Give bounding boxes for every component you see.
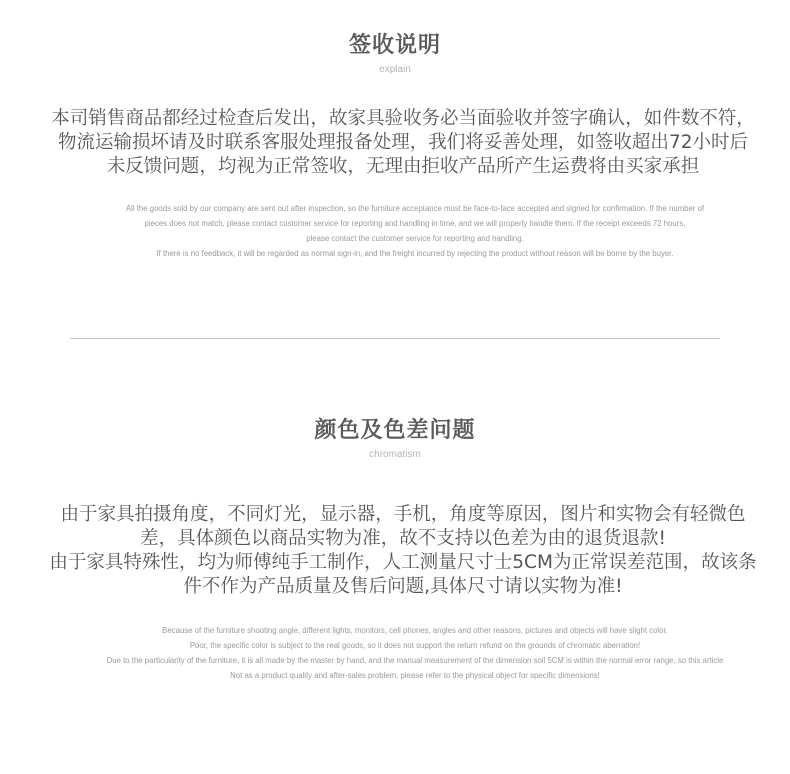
color-en-line: Due to the particularity of the furniture, it is all made by the master by hand, and the manual measurement of the dimension soil 5CM is within the normal error range, so this article (106, 656, 724, 665)
color-en-text (0, 623, 790, 683)
color-en-line: Poor, the specific color is subject to the real goods, so it does not support the return refund on the grounds of chromatic aberration! (189, 641, 641, 650)
color-cn-line: 由于家具特殊性，均为师傅纯手工制作，人工测量尺寸士5CM为正常误差范围，故该条 (49, 552, 757, 573)
color-cn-line: 由于家具拍摄角度，不同灯光，显示器，手机，角度等原因，图片和实物会有轻微色 (60, 504, 746, 525)
signing-en-line: If there is no feedback, it will be regarded as normal sign-in, and the freight incurred by rejecting the product without reason will be borne by the buyer. (156, 249, 674, 258)
signing-cn-line: 未反馈问题，均视为正常签收，无理由拒收产品所产生运费将由买家承担 (106, 156, 700, 177)
color-section (0, 416, 790, 462)
signing-title: 签收说明 (348, 33, 441, 58)
signing-en-text (0, 201, 790, 261)
signing-cn-line: 本司销售商品都经过检查后发出，故家具验收务必当面验收并签字确认，如件数不符， (51, 108, 755, 129)
signing-en-line: All the goods sold by our company are sent out after inspection, so the furniture acceptance must be face-to-face accepted and signed for confirmation. If the number of (125, 204, 705, 213)
color-cn-line: 差，具体颜色以商品实物为准，故不支持以色差为由的退货退款! (140, 528, 666, 549)
color-cn-text (0, 503, 790, 599)
color-en-line: Not as a product quality and after-sales problem, please refer to the physical object for specific dimensions! (230, 671, 600, 680)
color-title: 颜色及色差问题 (314, 418, 476, 443)
signing-cn-line: 物流运输损坏请及时联系客服处理报备处理，我们将妥善处理，如签收超出72小时后 (57, 132, 749, 153)
color-cn-line: 件不作为产品质量及售后问题,具体尺寸请以实物为准! (183, 576, 623, 597)
signing-cn-text (0, 107, 790, 179)
section-divider (70, 338, 720, 339)
signing-en-line: please contact the customer service for reporting and handling. (306, 234, 524, 243)
signing-section (0, 31, 790, 77)
color-en-line: Because of the furniture shooting angle, different lights, monitors, cell phones, angles and other reasons, pictures and objects will have slight color. (162, 626, 668, 635)
color-subtitle: chromatism (369, 449, 421, 460)
signing-en-line: pieces does not match, please contact customer service for reporting and handling in time, and we will properly handle them. If the receipt exceeds 72 hours, (144, 219, 686, 228)
signing-subtitle: explain (379, 64, 411, 75)
